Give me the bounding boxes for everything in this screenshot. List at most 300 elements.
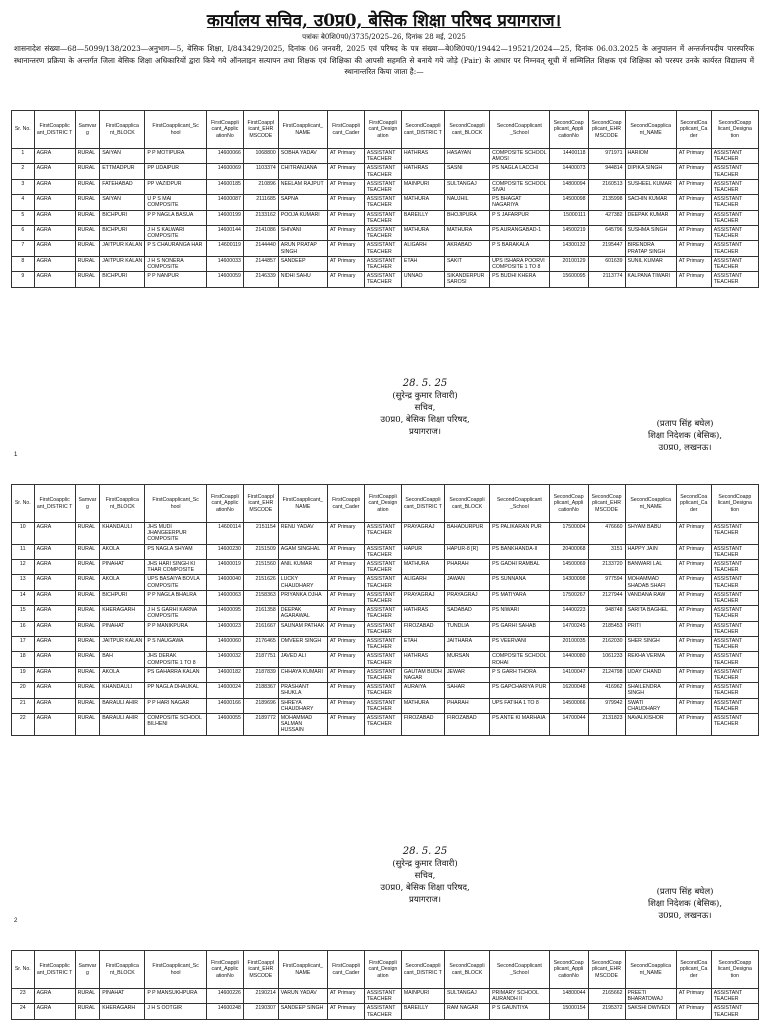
- table-cell: ASSISTANT TEACHER: [364, 560, 401, 575]
- table-cell: AGRA: [34, 575, 75, 590]
- table-cell: 14600199: [206, 210, 243, 225]
- column-header: FirstCoapplica nt_BLOCK: [100, 485, 145, 523]
- table-cell: KHANDAULI: [100, 683, 145, 698]
- table-cell: AKOLA: [100, 667, 145, 682]
- table-cell: AGRA: [34, 683, 75, 698]
- table-row: [12, 698, 759, 713]
- column-header: FirstCoappli cant_Design ation: [364, 111, 401, 149]
- table-cell: JAITPUR KALAN: [100, 637, 145, 652]
- table-cell: ASSISTANT TEACHER: [364, 652, 401, 667]
- table-cell: RURAL: [75, 606, 100, 621]
- table-cell: 2165662: [588, 989, 625, 1004]
- table-cell: 2162030: [588, 637, 625, 652]
- table-cell: P S BARAKALA: [490, 241, 550, 256]
- table-cell: PHARAH: [444, 560, 489, 575]
- table-cell: AURAIYA: [401, 683, 444, 698]
- table-cell: 1068800: [243, 149, 278, 164]
- table-cell: COMPOSITE SCHOOL AMOSI: [490, 149, 550, 164]
- table-cell: AGRA: [34, 989, 75, 1004]
- table-cell: ASSISTANT TEACHER: [711, 621, 758, 636]
- table-row: [12, 544, 759, 559]
- table-cell: 2131823: [588, 714, 625, 736]
- table-row: [12, 575, 759, 590]
- table-cell: 14600114: [206, 523, 243, 545]
- table-cell: AT Primary: [676, 683, 711, 698]
- table-cell: RURAL: [75, 667, 100, 682]
- column-header: FirstCoapplicant_ NAME: [278, 111, 327, 149]
- table-cell: ASSISTANT TEACHER: [711, 637, 758, 652]
- table-cell: 944814: [588, 164, 625, 179]
- table-cell: P P MOTIPURA: [145, 149, 207, 164]
- table-cell: ASSISTANT TEACHER: [711, 560, 758, 575]
- table-cell: PS PALIKARAN PUR: [490, 523, 550, 545]
- secretary-signature-block: [350, 378, 500, 438]
- table-cell: 2187839: [243, 667, 278, 682]
- table-cell: 2161358: [243, 606, 278, 621]
- table-cell: AT Primary: [676, 575, 711, 590]
- table-cell: ASSISTANT TEACHER: [711, 544, 758, 559]
- table-cell: RURAL: [75, 652, 100, 667]
- table-cell: ASSISTANT TEACHER: [711, 714, 758, 736]
- table-cell: RURAL: [75, 560, 100, 575]
- table-cell: JAITHARA: [444, 637, 489, 652]
- table-cell: P S CHAURANGA HAR: [145, 241, 207, 256]
- table-cell: 2133162: [243, 210, 278, 225]
- table-cell: 2151560: [243, 560, 278, 575]
- secretary-place: प्रयागराज।: [409, 427, 441, 437]
- table-cell: AGRA: [34, 544, 75, 559]
- table-cell: 14500069: [549, 560, 588, 575]
- office-title: कार्यालय सचिव, उ0प्र0, बेसिक शिक्षा परिषद प्रयागराज।: [206, 11, 562, 31]
- table-cell: ASSISTANT TEACHER: [711, 667, 758, 682]
- document-header: [0, 10, 768, 78]
- table-cell: CHHAYA KUMARI: [278, 667, 327, 682]
- table-cell: 24: [12, 1004, 35, 1019]
- director-role: शिक्षा निदेशक (बेसिक),: [647, 431, 723, 441]
- table-cell: AT Primary: [327, 714, 364, 736]
- table-cell: 20100035: [549, 637, 588, 652]
- table-cell: AT Primary: [676, 606, 711, 621]
- table-cell: P S JAFARPUR: [490, 210, 550, 225]
- signature-date-note: 28. 5. 25: [402, 378, 448, 389]
- column-header: FirstCoapplic ant_DISTRIC T: [34, 485, 75, 523]
- table-cell: HATHRAS: [401, 164, 444, 179]
- table-cell: AGRA: [34, 560, 75, 575]
- table-cell: 645796: [588, 226, 625, 241]
- table-cell: AGRA: [34, 210, 75, 225]
- table-cell: ASSISTANT TEACHER: [364, 621, 401, 636]
- table-cell: SUSHEEL KUMAR: [625, 179, 676, 194]
- table-header-row: [12, 951, 759, 989]
- column-header: FirstCoappli cant_Design ation: [364, 951, 401, 989]
- table-cell: 2144440: [243, 241, 278, 256]
- table-cell: 14600033: [206, 256, 243, 271]
- director-place: उ0प्र0, लखनऊ।: [658, 443, 712, 453]
- table-cell: BICHPURI: [100, 590, 145, 605]
- table-cell: SHER SINGH: [625, 637, 676, 652]
- director-signature-block: [610, 418, 760, 454]
- table-cell: 14400223: [549, 606, 588, 621]
- table-cell: 14600230: [206, 544, 243, 559]
- column-header: SecondCoap plicant_Appli cationNo: [549, 111, 588, 149]
- column-header: SecondCoap plicant_Appli cationNo: [549, 951, 588, 989]
- table-cell: ASSISTANT TEACHER: [711, 195, 758, 210]
- table-cell: 2135998: [588, 195, 625, 210]
- column-header: SecondCoappli cant_DISTRIC T: [401, 111, 444, 149]
- table-cell: 971971: [588, 149, 625, 164]
- table-cell: 14600166: [206, 698, 243, 713]
- table-cell: ASSISTANT TEACHER: [364, 164, 401, 179]
- table-cell: JHS HARI SINGH KI THAR COMPOSITE: [145, 560, 207, 575]
- table-cell: UNNAO: [401, 272, 444, 287]
- table-cell: J H S NONERA COMPOSITE: [145, 256, 207, 271]
- column-header: FirstCoappli cant_Cader: [327, 485, 364, 523]
- column-header: SecondCoapplicant _School: [490, 485, 550, 523]
- table-cell: AT Primary: [327, 272, 364, 287]
- table-cell: HAPUR-8 [R]: [444, 544, 489, 559]
- table-cell: RURAL: [75, 226, 100, 241]
- table-cell: AT Primary: [676, 714, 711, 736]
- table-cell: SANDEEP SINGH: [278, 1004, 327, 1019]
- table-row: [12, 149, 759, 164]
- table-cell: AT Primary: [327, 560, 364, 575]
- table-cell: 15600095: [549, 272, 588, 287]
- table-cell: 2151509: [243, 544, 278, 559]
- table-cell: 14600095: [206, 606, 243, 621]
- table-cell: RURAL: [75, 989, 100, 1004]
- column-header: SecondCoappli cant_DISTRIC T: [401, 951, 444, 989]
- director-name-2: (प्रताप सिंह बघेल): [656, 887, 714, 897]
- table-cell: BIRENDRA PRATAP SINGH: [625, 241, 676, 256]
- table-cell: ETAH: [401, 637, 444, 652]
- table-cell: 2187751: [243, 652, 278, 667]
- table-cell: 2189772: [243, 714, 278, 736]
- table-row: [12, 195, 759, 210]
- table-cell: 2111685: [243, 195, 278, 210]
- table-cell: GAUTAM BUDH NAGAR: [401, 667, 444, 682]
- table-cell: KHERAGARH: [100, 1004, 145, 1019]
- column-header: SecondCoap plicant_EHR MSCODE: [588, 485, 625, 523]
- column-header: SecondCoa pplicant_Ca der: [676, 951, 711, 989]
- table-cell: SAKSHI DWIVEDI: [625, 1004, 676, 1019]
- table-cell: PS BUDHI KHERA: [490, 272, 550, 287]
- table-cell: AT Primary: [327, 575, 364, 590]
- table-cell: COMPOSITE SCHOOL ROHAI: [490, 652, 550, 667]
- table-cell: J H S GARHI KARNA COMPOSITE: [145, 606, 207, 621]
- table-cell: 14600144: [206, 226, 243, 241]
- secretary-place-2: प्रयागराज।: [409, 895, 441, 905]
- table-cell: FIROZABAD: [401, 714, 444, 736]
- table-cell: RURAL: [75, 544, 100, 559]
- table-cell: ASSISTANT TEACHER: [364, 272, 401, 287]
- table-cell: ASSISTANT TEACHER: [711, 606, 758, 621]
- table-cell: AGRA: [34, 590, 75, 605]
- table-cell: BHOJIPURA: [444, 210, 489, 225]
- table-cell: 3: [12, 179, 35, 194]
- table-header-row: [12, 111, 759, 149]
- table-cell: 14500066: [549, 698, 588, 713]
- table-cell: FATEHABAD: [100, 179, 145, 194]
- table-cell: RURAL: [75, 523, 100, 545]
- table-cell: NEELAM RAJPUT: [278, 179, 327, 194]
- table-cell: P P NANPUR: [145, 272, 207, 287]
- table-cell: PS GAPCHARIYA PUR: [490, 683, 550, 698]
- table-cell: 12: [12, 560, 35, 575]
- table-cell: AGRA: [34, 179, 75, 194]
- column-header: FirstCoapplic ant_DISTRIC T: [34, 951, 75, 989]
- table-cell: AGRA: [34, 241, 75, 256]
- table-cell: AT Primary: [676, 560, 711, 575]
- column-header: FirstCoappli cant_Cader: [327, 951, 364, 989]
- table-cell: AT Primary: [327, 164, 364, 179]
- table-cell: 14100047: [549, 667, 588, 682]
- table-cell: 14700044: [549, 714, 588, 736]
- table-row: [12, 667, 759, 682]
- table-cell: SAHAR: [444, 683, 489, 698]
- column-header: FirstCoappl icant_EHR MSCODE: [243, 951, 278, 989]
- column-header: FirstCoapplicant_Sc hool: [145, 485, 207, 523]
- column-header: SecondCoa pplicant_Ca der: [676, 485, 711, 523]
- table-cell: PS NAGLA SHYAM: [145, 544, 207, 559]
- table-cell: BICHPURI: [100, 210, 145, 225]
- table-cell: AT Primary: [327, 179, 364, 194]
- table-cell: 2151626: [243, 575, 278, 590]
- table-cell: P P NAGLA BHALRA: [145, 590, 207, 605]
- table-cell: AT Primary: [676, 1004, 711, 1019]
- table-cell: AT Primary: [327, 621, 364, 636]
- table-cell: AT Primary: [327, 1004, 364, 1019]
- table-cell: VANDANA RAW: [625, 590, 676, 605]
- table-cell: MAINPURI: [401, 989, 444, 1004]
- table-cell: PRAYAGRAJ: [401, 523, 444, 545]
- table-cell: DEEPAK KUMAR: [625, 210, 676, 225]
- table-cell: 14400118: [549, 149, 588, 164]
- table-cell: 14600060: [206, 637, 243, 652]
- letter-number: पत्रांकः बे0शि0प0/3735/2025–26, दिनांक 28 मई, 2025: [302, 33, 466, 41]
- table-cell: NAVALKISHOR: [625, 714, 676, 736]
- column-header: SecondCoapplica nt_NAME: [625, 485, 676, 523]
- table-cell: AT Primary: [676, 226, 711, 241]
- table-cell: DIPIKA SINGH: [625, 164, 676, 179]
- column-header: SecondCoappli cant_BLOCK: [444, 951, 489, 989]
- table-row: [12, 210, 759, 225]
- table-cell: JEWAR: [444, 667, 489, 682]
- table-cell: PP VAZIDPUR: [145, 179, 207, 194]
- table-row: [12, 714, 759, 736]
- table-cell: JAITPUR KALAN: [100, 256, 145, 271]
- table-cell: ASSISTANT TEACHER: [364, 256, 401, 271]
- column-header: FirstCoappli cant_Applic ationNo: [206, 485, 243, 523]
- table-cell: AGRA: [34, 1004, 75, 1019]
- table-cell: SAKIT: [444, 256, 489, 271]
- table-cell: 10: [12, 523, 35, 545]
- column-header: Samvar g: [75, 951, 100, 989]
- table-header-row: [12, 485, 759, 523]
- table-cell: KALPANA TIWARI: [625, 272, 676, 287]
- table-cell: PINAHAT: [100, 989, 145, 1004]
- table-cell: 2188367: [243, 683, 278, 698]
- table-cell: 6: [12, 226, 35, 241]
- table-cell: AKRABAD: [444, 241, 489, 256]
- table-cell: SHIVANI: [278, 226, 327, 241]
- table-cell: 15000154: [549, 1004, 588, 1019]
- column-header: SecondCoapplica nt_NAME: [625, 111, 676, 149]
- table-row: [12, 523, 759, 545]
- column-header: FirstCoapplicant_ NAME: [278, 951, 327, 989]
- table-cell: 16200048: [549, 683, 588, 698]
- table-cell: BICHPURI: [100, 272, 145, 287]
- table-cell: ASSISTANT TEACHER: [364, 989, 401, 1004]
- table-cell: 14800044: [549, 989, 588, 1004]
- table-cell: AT Primary: [676, 667, 711, 682]
- column-header: SecondCoapp licant_Designa tion: [711, 951, 758, 989]
- table-cell: RURAL: [75, 590, 100, 605]
- table-cell: 14600032: [206, 652, 243, 667]
- table-cell: NIDHI SAHU: [278, 272, 327, 287]
- table-cell: BARAULI AHIR: [100, 714, 145, 736]
- table-cell: PINAHAT: [100, 621, 145, 636]
- table-cell: AT Primary: [327, 544, 364, 559]
- order-paragraph: शासनादेश संख्या—68—5099/138/2023—अनुभाग—5, बेसिक शिक्षा, I/843429/2025, दिनांक 06 जनवरी, 2025 एवं परिषद के पत्र संख्या—बे0शि0प0/19442—19521/2024—25, दिनांक 06.03.2025 के अनुपालन में अन्तर्जनपदीय पारस्परिक स्थानान्तरण प्रक्रिया के अन्तर्गत जिला बेसिक शिक्षा अधिकारियों द्वारा किये गये ऑनलाइन सत्यापन तथा शिक्षक एवं शिक्षिका की आपसी सहमति से बनाये गये जोड़े (Pair) के आधार पर निम्नवत् सूची में सम्मिलित शिक्षक एवं शिक्षिका को परस्पर उनके कार्यरत विद्यालय में स्थानान्तरित किया जाता है:—: [14, 44, 754, 76]
- table-cell: AT Primary: [676, 698, 711, 713]
- table-cell: 2127944: [588, 590, 625, 605]
- table-cell: P S GARH THORA: [490, 667, 550, 682]
- column-header: FirstCoapplic ant_DISTRIC T: [34, 111, 75, 149]
- table-cell: SULTANGAJ: [444, 989, 489, 1004]
- table-cell: RURAL: [75, 241, 100, 256]
- table-cell: JAITPUR KALAN: [100, 241, 145, 256]
- table-cell: AGAM SINGHAL: [278, 544, 327, 559]
- column-header: Samvar g: [75, 485, 100, 523]
- table-cell: ASSISTANT TEACHER: [364, 544, 401, 559]
- column-header: SecondCoappli cant_BLOCK: [444, 111, 489, 149]
- column-header: FirstCoappl icant_EHR MSCODE: [243, 485, 278, 523]
- table-cell: PS VEERVANI: [490, 637, 550, 652]
- table-cell: J H S OOTGIR: [145, 1004, 207, 1019]
- table-cell: BICHPURI: [100, 226, 145, 241]
- table-cell: HAPUR: [401, 544, 444, 559]
- table-cell: AT Primary: [327, 989, 364, 1004]
- director-signature-block-2: [610, 886, 760, 922]
- table-cell: ETAH: [401, 256, 444, 271]
- table-cell: 14400073: [549, 164, 588, 179]
- table-cell: JHS MUDI JHANGEERPUR COMPOSITE: [145, 523, 207, 545]
- table-row: [12, 179, 759, 194]
- table-cell: SUNIL KUMAR: [625, 256, 676, 271]
- table-cell: 14600087: [206, 195, 243, 210]
- table-cell: 20100129: [549, 256, 588, 271]
- table-cell: ASSISTANT TEACHER: [711, 698, 758, 713]
- table-cell: AT Primary: [327, 256, 364, 271]
- table-cell: 17500267: [549, 590, 588, 605]
- table-cell: ASSISTANT TEACHER: [364, 606, 401, 621]
- table-cell: 7: [12, 241, 35, 256]
- table-cell: AT Primary: [327, 652, 364, 667]
- table-cell: ASSISTANT TEACHER: [364, 575, 401, 590]
- table-cell: NAUJHIL: [444, 195, 489, 210]
- table-cell: PP UDAIPUR: [145, 164, 207, 179]
- table-cell: MATHURA: [444, 226, 489, 241]
- table-cell: 14500219: [549, 226, 588, 241]
- table-cell: BAREILLY: [401, 1004, 444, 1019]
- column-header: SecondCoapplicant _School: [490, 951, 550, 989]
- table-cell: BAREILLY: [401, 210, 444, 225]
- table-cell: 2190214: [243, 989, 278, 1004]
- table-cell: FIROZABAD: [401, 621, 444, 636]
- table-cell: SHREYA CHAUDHARY: [278, 698, 327, 713]
- table-cell: FIROZABAD: [444, 714, 489, 736]
- column-header: FirstCoappli cant_Design ation: [364, 485, 401, 523]
- table-cell: POOJA KUMARI: [278, 210, 327, 225]
- table-cell: 14600063: [206, 590, 243, 605]
- transfer-table-page-2: [11, 484, 759, 736]
- table-row: [12, 683, 759, 698]
- table-cell: SARITA BAGHEL: [625, 606, 676, 621]
- table-cell: MOHAMMAD SHADAB SHAFI: [625, 575, 676, 590]
- table-cell: ASSISTANT TEACHER: [364, 149, 401, 164]
- table-cell: RURAL: [75, 149, 100, 164]
- table-cell: AT Primary: [327, 637, 364, 652]
- table-cell: SUSHMA SINGH: [625, 226, 676, 241]
- table-cell: J H S KALWARI COMPOSITE: [145, 226, 207, 241]
- table-cell: AT Primary: [327, 667, 364, 682]
- table-cell: MOHAMMAD SALMAN HUSSAIN: [278, 714, 327, 736]
- table-cell: 14700245: [549, 621, 588, 636]
- table-cell: 14600226: [206, 989, 243, 1004]
- table-cell: HATHRAS: [401, 149, 444, 164]
- table-cell: P S GAUNTIYA: [490, 1004, 550, 1019]
- table-cell: RURAL: [75, 698, 100, 713]
- table-cell: AGRA: [34, 667, 75, 682]
- table-cell: 14600066: [206, 149, 243, 164]
- table-cell: 18: [12, 652, 35, 667]
- table-cell: 2151154: [243, 523, 278, 545]
- table-cell: AT Primary: [676, 210, 711, 225]
- table-cell: SWATI CHAUDHARY: [625, 698, 676, 713]
- table-cell: ASSISTANT TEACHER: [364, 698, 401, 713]
- column-header: SecondCoap plicant_Appli cationNo: [549, 485, 588, 523]
- column-header: FirstCoapplica nt_BLOCK: [100, 951, 145, 989]
- table-cell: 2113774: [588, 272, 625, 287]
- table-cell: AGRA: [34, 606, 75, 621]
- table-cell: 2133720: [588, 560, 625, 575]
- column-header: FirstCoapplicant_Sc hool: [145, 951, 207, 989]
- secretary-role: सचिव,: [414, 403, 436, 413]
- table-cell: ASSISTANT TEACHER: [711, 164, 758, 179]
- table-cell: ASSISTANT TEACHER: [364, 683, 401, 698]
- table-cell: AGRA: [34, 164, 75, 179]
- table-cell: HAPPY JAIN: [625, 544, 676, 559]
- table-cell: UDAY CHAND: [625, 667, 676, 682]
- table-cell: SIKANDERPUR SAROSI: [444, 272, 489, 287]
- table-row: [12, 606, 759, 621]
- secretary-name-2: (सुरेन्द्र कुमार तिवारी): [392, 859, 458, 869]
- table-cell: HATHRAS: [401, 606, 444, 621]
- table-cell: AT Primary: [327, 149, 364, 164]
- table-cell: AKOLA: [100, 544, 145, 559]
- table-cell: SANDEEP: [278, 256, 327, 271]
- table-cell: AT Primary: [327, 226, 364, 241]
- transfer-table-page-1: [11, 110, 759, 288]
- table-cell: 14400080: [549, 652, 588, 667]
- secretary-signature-block-2: [350, 846, 500, 906]
- table-cell: 14600119: [206, 241, 243, 256]
- table-cell: ASSISTANT TEACHER: [711, 226, 758, 241]
- table-cell: ASSISTANT TEACHER: [364, 226, 401, 241]
- table-cell: LUCKY CHAUDHARY: [278, 575, 327, 590]
- secretary-org-2: उ0प्र0, बेसिक शिक्षा परिषद,: [380, 883, 470, 893]
- table-cell: 2161667: [243, 621, 278, 636]
